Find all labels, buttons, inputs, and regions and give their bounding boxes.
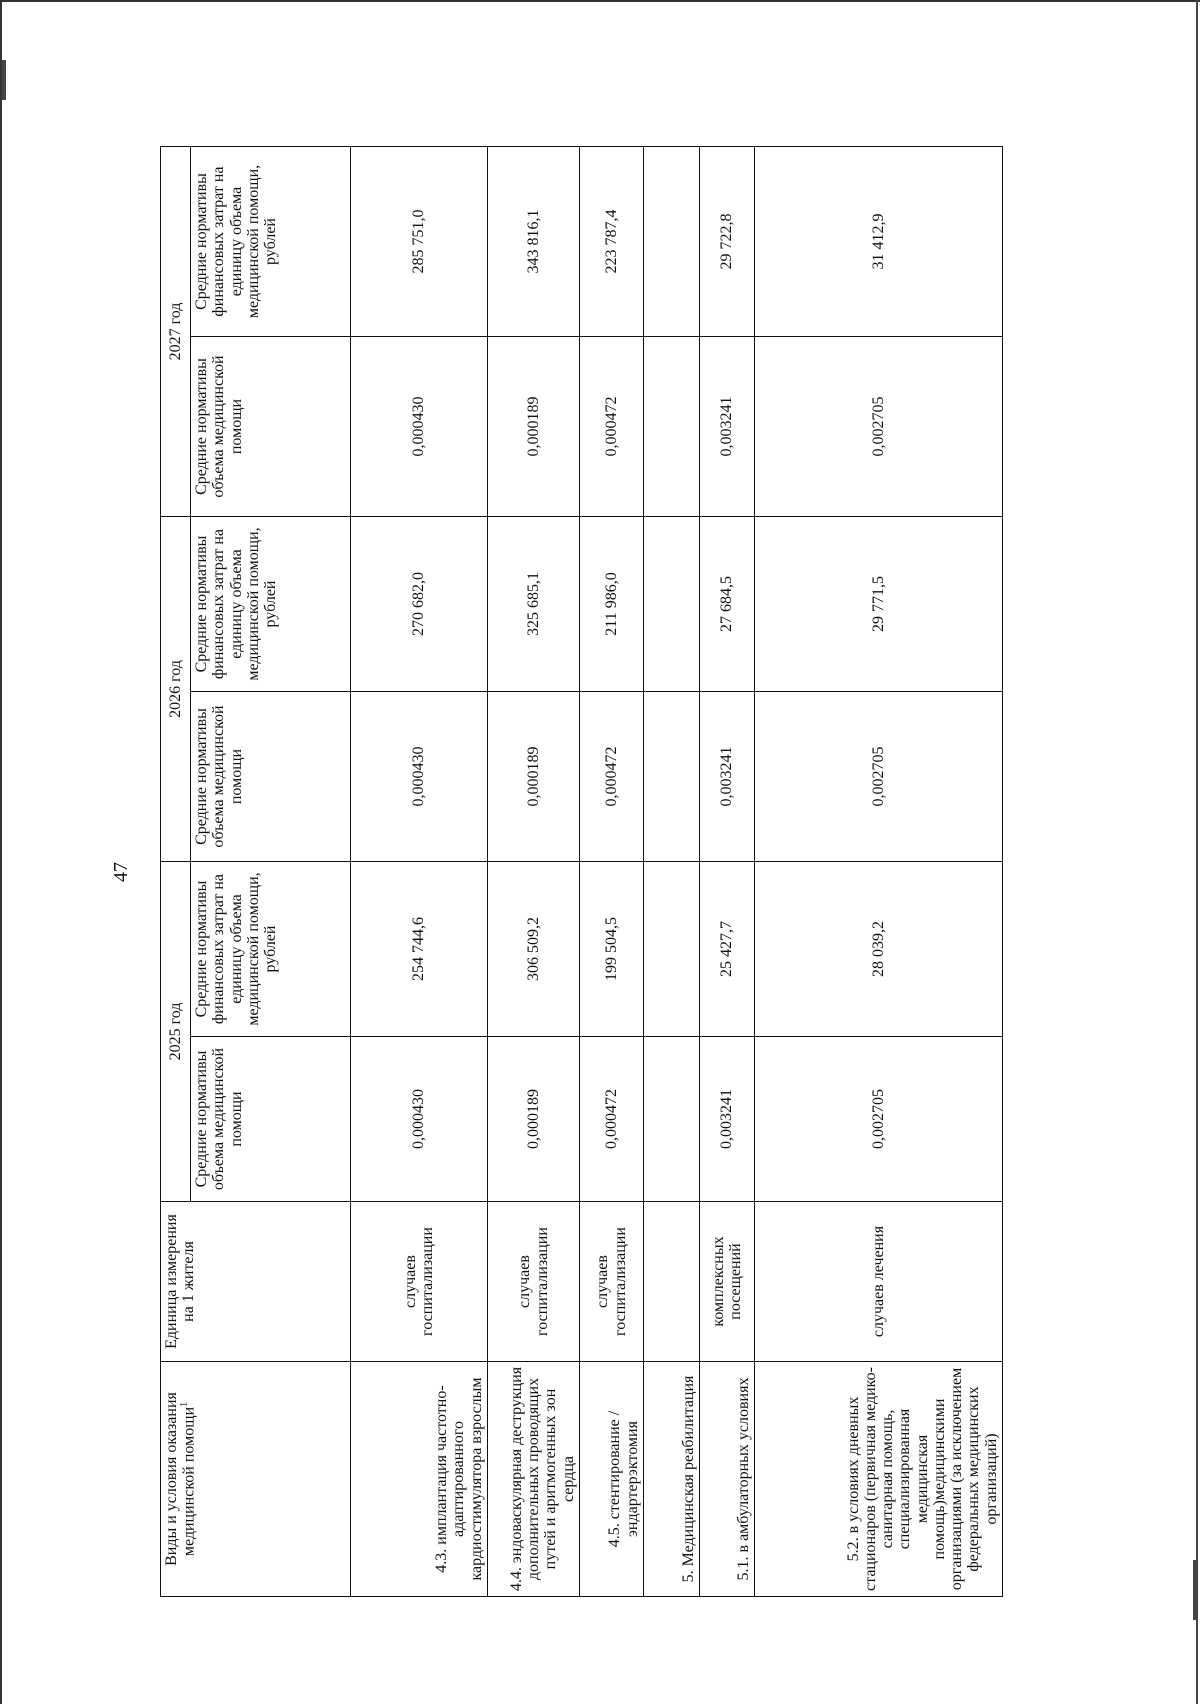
row-volume-2026 xyxy=(644,692,700,862)
row-cost-2026: 325 685,1 xyxy=(488,517,580,692)
row-cost-2025: 199 504,5 xyxy=(580,862,644,1037)
row-volume-2026: 0,000472 xyxy=(580,692,644,862)
scan-mark xyxy=(2,60,6,100)
scan-edge-right xyxy=(1196,0,1198,1704)
row-volume-2025: 0,003241 xyxy=(700,1037,755,1202)
row-volume-2027: 0,000472 xyxy=(580,337,644,517)
row-volume-2027 xyxy=(644,337,700,517)
row-name: 4.5. стентирование / эндартерэктомия xyxy=(580,1362,644,1597)
row-volume-2026: 0,000430 xyxy=(351,692,488,862)
table-row xyxy=(644,147,700,1597)
row-unit xyxy=(644,1202,700,1362)
scan-edge-left xyxy=(0,0,2,1704)
header-type: Виды и условия оказания медицинской помощи$^1$ xyxy=(161,1362,351,1597)
row-cost-2026: 211 986,0 xyxy=(580,517,644,692)
header-cost-2025: Средние нормативы финансовых затрат на единицу объема медицинской помощи, рублей xyxy=(191,862,351,1037)
row-unit: случаев лечения xyxy=(755,1202,1003,1362)
header-volume-2025: Средние нормативы объема медицинской помощи xyxy=(191,1037,351,1202)
header-year-2026: 2026 год xyxy=(161,517,191,862)
row-cost-2026: 270 682,0 xyxy=(351,517,488,692)
row-name: 5.1. в амбулаторных условиях xyxy=(700,1362,755,1597)
table-row xyxy=(580,147,644,1597)
row-cost-2027: 29 722,8 xyxy=(700,147,755,337)
table-row xyxy=(488,147,580,1597)
row-volume-2027: 0,000189 xyxy=(488,337,580,517)
row-cost-2027: 285 751,0 xyxy=(351,147,488,337)
header-year-2027: 2027 год xyxy=(161,147,191,517)
row-volume-2026: 0,003241 xyxy=(700,692,755,862)
row-volume-2025: 0,000189 xyxy=(488,1037,580,1202)
row-cost-2025: 306 509,2 xyxy=(488,862,580,1037)
row-volume-2026: 0,002705 xyxy=(755,692,1003,862)
row-volume-2025: 0,000430 xyxy=(351,1037,488,1202)
row-cost-2027 xyxy=(644,147,700,337)
norms-table xyxy=(160,146,1003,1597)
table-row xyxy=(755,147,1003,1597)
header-volume-2027: Средние нормативы объема медицинской помощи xyxy=(191,337,351,517)
row-volume-2027: 0,003241 xyxy=(700,337,755,517)
row-unit: случаев госпитализации xyxy=(351,1202,488,1362)
row-volume-2025: 0,000472 xyxy=(580,1037,644,1202)
row-cost-2027: 343 816,1 xyxy=(488,147,580,337)
row-name: 5.2. в условиях дневных стационаров (первичная медико-санитарная помощь, специализированная медицинская помощь)медицинскими организациями (за исключением федеральных медицинских организаций) xyxy=(755,1362,1003,1597)
header-volume-2026: Средние нормативы объема медицинской помощи xyxy=(191,692,351,862)
row-volume-2027: 0,000430 xyxy=(351,337,488,517)
header-row-years xyxy=(161,147,191,1597)
row-volume-2025: 0,002705 xyxy=(755,1037,1003,1202)
row-cost-2026 xyxy=(644,517,700,692)
row-cost-2026: 29 771,5 xyxy=(755,517,1003,692)
row-cost-2025 xyxy=(644,862,700,1037)
row-cost-2027: 31 412,9 xyxy=(755,147,1003,337)
row-name: 5. Медицинская реабилитация xyxy=(644,1362,700,1597)
row-name: 4.3. имплантация частотно-адаптированного кардиостимулятора взрослым xyxy=(351,1362,488,1597)
row-cost-2025: 254 744,6 xyxy=(351,862,488,1037)
row-cost-2025: 25 427,7 xyxy=(700,862,755,1037)
row-volume-2025 xyxy=(644,1037,700,1202)
row-volume-2027: 0,002705 xyxy=(755,337,1003,517)
row-cost-2025: 28 039,2 xyxy=(755,862,1003,1037)
scan-mark xyxy=(1193,1560,1198,1620)
header-cost-2026: Средние нормативы финансовых затрат на единицу объема медицинской помощи, рублей xyxy=(191,517,351,692)
header-unit: Единица измерения на 1 жителя xyxy=(161,1202,351,1362)
row-cost-2027: 223 787,4 xyxy=(580,147,644,337)
rotated-page xyxy=(110,147,1005,1597)
scan-edge-top xyxy=(0,0,1200,2)
row-unit: комплексных посещений xyxy=(700,1202,755,1362)
header-year-2025: 2025 год xyxy=(161,862,191,1202)
table-row xyxy=(351,147,488,1597)
row-unit: случаев госпитализации xyxy=(488,1202,580,1362)
row-volume-2026: 0,000189 xyxy=(488,692,580,862)
row-name: 4.4. эндоваскулярная деструкция дополнительных проводящих путей и аритмогенных зон сердца xyxy=(488,1362,580,1597)
table-row xyxy=(700,147,755,1597)
row-cost-2026: 27 684,5 xyxy=(700,517,755,692)
page-number: 47 xyxy=(110,862,132,882)
header-cost-2027: Средние нормативы финансовых затрат на единицу объема медицинской помощи, рублей xyxy=(191,147,351,337)
row-unit: случаев госпитализации xyxy=(580,1202,644,1362)
